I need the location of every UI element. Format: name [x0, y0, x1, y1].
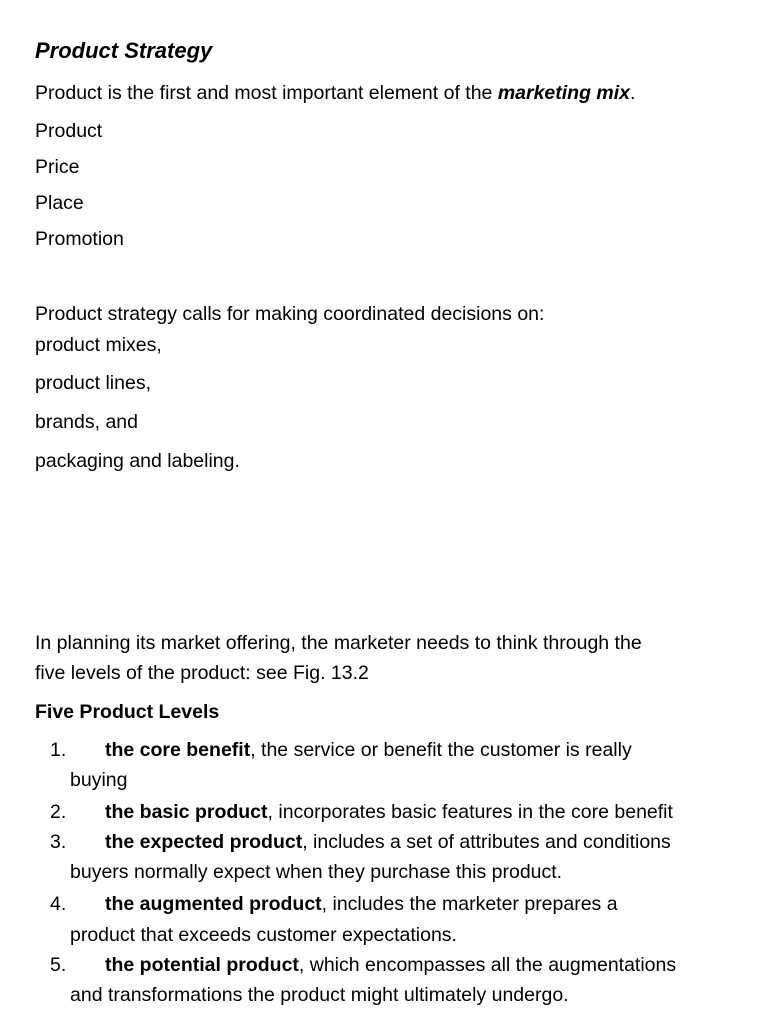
levels-heading: Five Product Levels	[35, 701, 220, 723]
level-continuation: and transformations the product might ultimately undergo.	[70, 984, 569, 1006]
level-number: 4.	[50, 893, 67, 915]
level-number: 2.	[50, 801, 67, 823]
level-term: the basic product	[105, 801, 268, 823]
level-item	[105, 797, 673, 827]
level-description: , includes a set of attributes and conditions	[302, 831, 671, 853]
decision-item: brands, and	[35, 411, 138, 433]
intro-emphasis: marketing mix	[497, 82, 631, 104]
decision-item: packaging and labeling.	[35, 450, 240, 472]
planning-text-line-2: five levels of the product: see Fig. 13.2	[35, 662, 369, 684]
level-continuation: product that exceeds customer expectations.	[70, 924, 457, 946]
mix-item-product: Product	[35, 120, 103, 142]
level-continuation: buyers normally expect when they purchase this product.	[70, 861, 563, 883]
level-item	[105, 889, 618, 919]
decisions-intro: Product strategy calls for making coordinated decisions on:	[35, 303, 545, 325]
mix-item-price: Price	[35, 156, 80, 178]
level-term: the augmented product	[105, 893, 322, 915]
decision-item: product lines,	[35, 372, 151, 394]
level-number: 5.	[50, 954, 67, 976]
mix-item-promotion: Promotion	[35, 228, 124, 250]
intro-paragraph	[35, 78, 635, 108]
level-item	[105, 950, 676, 980]
decision-item: product mixes,	[35, 334, 162, 356]
level-description: , the service or benefit the customer is really	[250, 739, 632, 761]
level-description: , which encompasses all the augmentations	[298, 954, 677, 976]
level-item	[105, 735, 632, 765]
planning-text-line-1: In planning its market offering, the marketer needs to think through the	[35, 632, 642, 654]
level-term: the expected product	[105, 831, 303, 853]
level-description: , includes the marketer prepares a	[321, 893, 618, 915]
intro-text: Product is the first and most important element of the	[35, 82, 498, 104]
mix-item-place: Place	[35, 192, 84, 214]
level-item	[105, 827, 671, 857]
level-number: 3.	[50, 831, 67, 853]
level-term: the potential product	[105, 954, 299, 976]
level-term: the core benefit	[105, 739, 251, 761]
page-title: Product Strategy	[35, 38, 213, 63]
level-description: , incorporates basic features in the core benefit	[267, 801, 673, 823]
level-continuation: buying	[70, 769, 128, 791]
intro-period: .	[630, 82, 636, 104]
level-number: 1.	[50, 739, 67, 761]
